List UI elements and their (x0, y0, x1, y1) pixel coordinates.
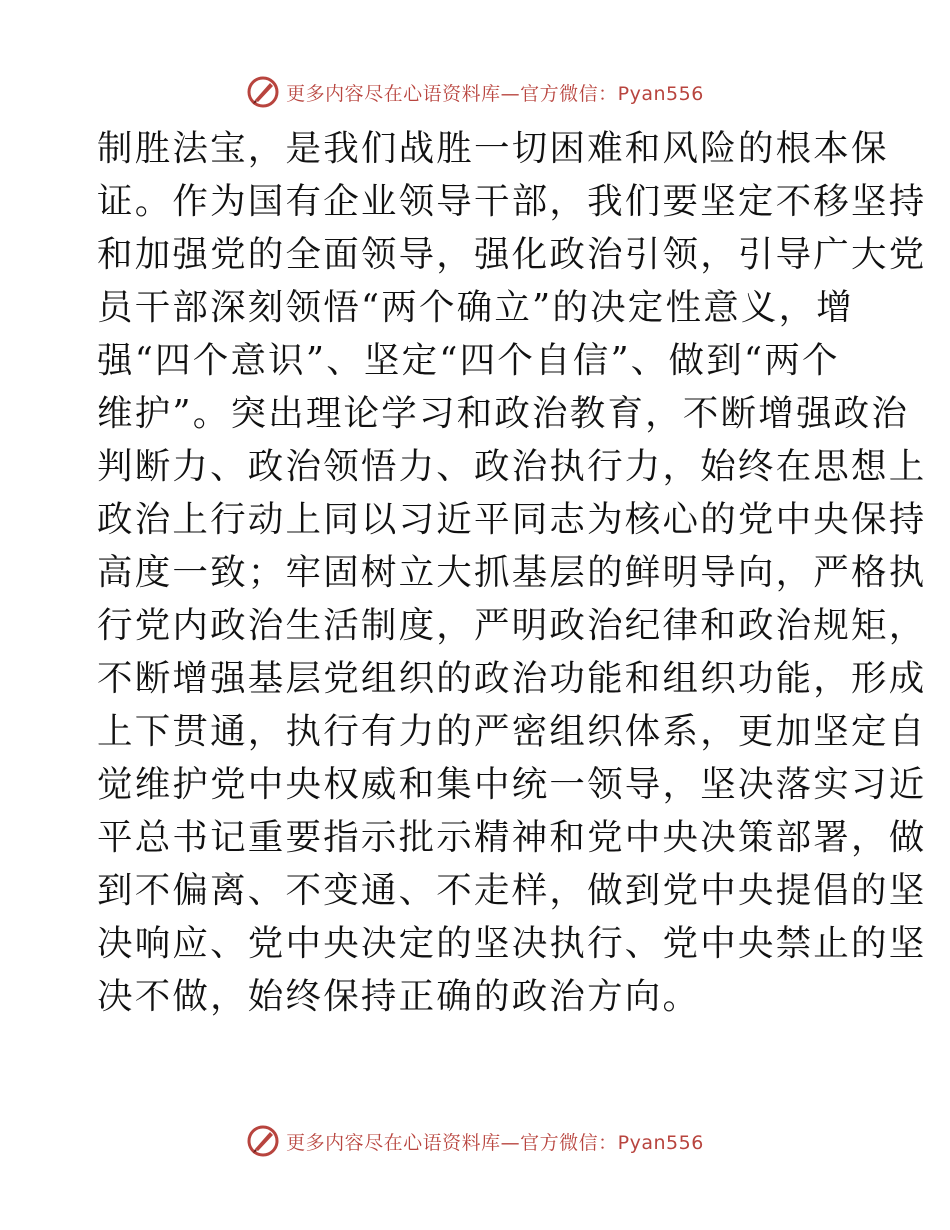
header-banner (0, 72, 950, 112)
paragraph-line: 平总书记重要指示批示精神和党中央决策部署，做 (97, 817, 927, 858)
paragraph-line: 强“四个意识”、坚定“四个自信”、做到“两个 (97, 340, 840, 381)
paragraph-line: 员干部深刻领悟“两个确立”的决定性意义，增 (97, 287, 854, 328)
paragraph-line: 不断增强基层党组织的政治功能和组织功能，形成 (97, 658, 927, 699)
footer-banner-text: 更多内容尽在心语资料库—官方微信：Pyan556 (286, 1131, 704, 1154)
paragraph-line: 决不做，始终保持正确的政治方向。 (97, 976, 701, 1017)
quill-pen-seal-icon (246, 75, 280, 109)
paragraph-line: 制胜法宝，是我们战胜一切困难和风险的根本保 (97, 128, 889, 169)
paragraph-line: 觉维护党中央权威和集中统一领导，坚决落实习近 (97, 764, 927, 805)
paragraph-line: 高度一致；牢固树立大抓基层的鲜明导向，严格执 (97, 552, 927, 593)
footer-banner (0, 1121, 950, 1161)
paragraph-line: 证。作为国有企业领导干部，我们要坚定不移坚持 (97, 181, 927, 222)
header-banner-text: 更多内容尽在心语资料库—官方微信：Pyan556 (286, 82, 704, 105)
paragraph-line: 政治上行动上同以习近平同志为核心的党中央保持 (97, 499, 927, 540)
paragraph-line: 判断力、政治领悟力、政治执行力，始终在思想上 (97, 446, 927, 487)
document-body (97, 122, 927, 1023)
paragraph-line: 决响应、党中央决定的坚决执行、党中央禁止的坚 (97, 923, 927, 964)
paragraph-line: 到不偏离、不变通、不走样，做到党中央提倡的坚 (97, 870, 927, 911)
paragraph-line: 上下贯通，执行有力的严密组织体系，更加坚定自 (97, 711, 927, 752)
quill-pen-seal-icon (246, 1124, 280, 1158)
paragraph-line: 维护”。突出理论学习和政治教育，不断增强政治 (97, 393, 910, 434)
paragraph-line: 和加强党的全面领导，强化政治引领，引导广大党 (97, 234, 927, 275)
paragraph-line: 行党内政治生活制度，严明政治纪律和政治规矩， (97, 605, 927, 646)
